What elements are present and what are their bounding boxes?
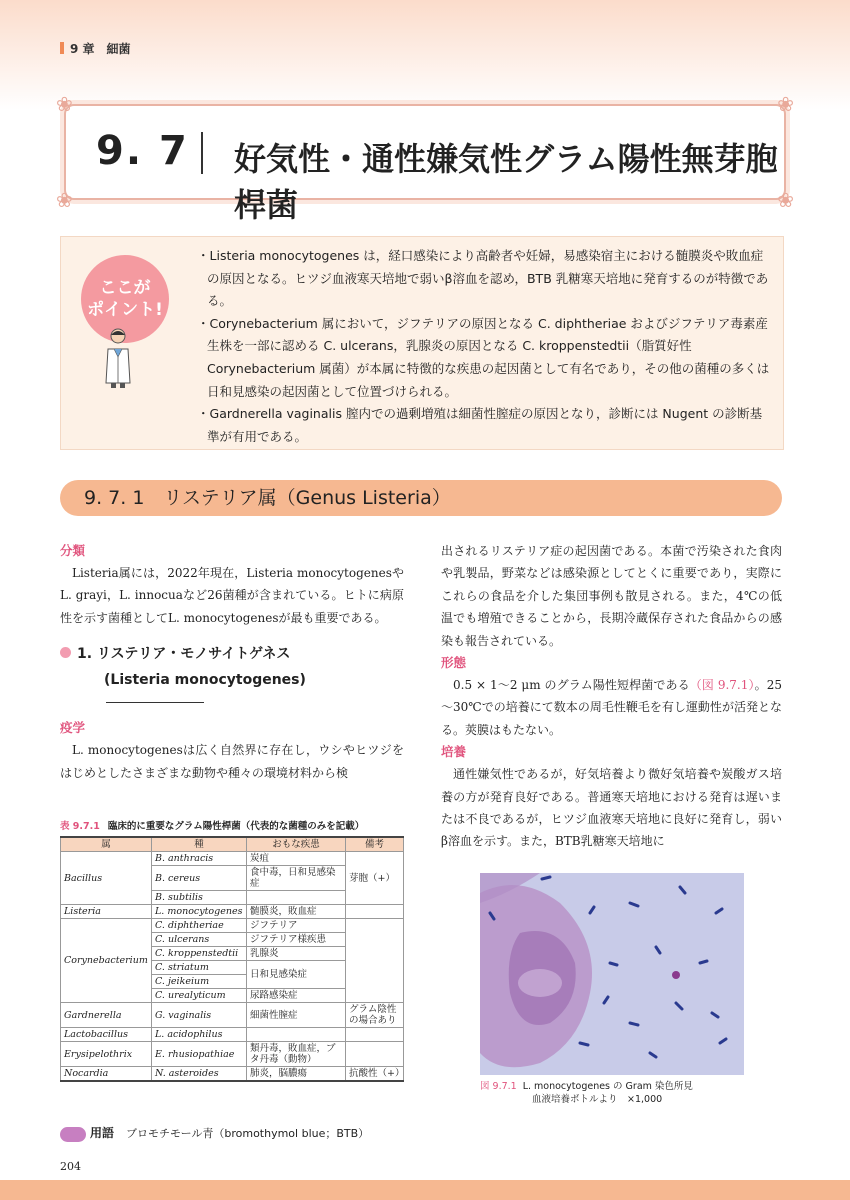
species-name: B. anthracis [155, 853, 214, 864]
disease-cell [247, 1028, 346, 1042]
disease-cell: ジフテリア [247, 919, 346, 933]
table-header: 種 [152, 837, 247, 852]
disease-cell: 肺炎，脳膿瘍 [247, 1067, 346, 1082]
table-header-row [61, 837, 404, 852]
doctor-icon [103, 327, 133, 389]
table-row [61, 1042, 404, 1067]
genus-cell [61, 1042, 152, 1067]
table-title: 臨床的に重要なグラム陽性桿菌（代表的な菌種のみを記載） [107, 821, 365, 832]
species-cell [152, 989, 247, 1003]
table-header: 備考 [346, 837, 404, 852]
species-name: C. urealyticum [155, 990, 226, 1001]
badge-line: ここが [99, 278, 151, 298]
left-column [60, 540, 404, 784]
page-number: 204 [60, 1160, 81, 1173]
disease-cell: 炭疽 [247, 852, 346, 866]
disease-cell: 日和見感染症 [247, 961, 346, 989]
bacteria-table [60, 836, 404, 1082]
species-heading-text: 1. リステリア・モノサイトゲネス [77, 646, 291, 663]
chapter-marker [60, 42, 64, 54]
footer-band [0, 1180, 850, 1200]
species-cell [152, 1042, 247, 1067]
note-cell [346, 1042, 404, 1067]
title-divider [201, 132, 203, 174]
culture-heading: 培養 [441, 744, 467, 760]
section-title-box [56, 92, 794, 224]
bullet-dot [60, 647, 71, 658]
species-name: E. rhusiopathiae [155, 1048, 235, 1060]
list-item: ・Gardnerella vaginalis 膣内での過剰増殖は細菌性膣症の原因となり，診断には Nugent の診断基準が有用である。 [197, 406, 763, 444]
genus-name: Erysipelothrix [64, 1048, 133, 1060]
table-row [61, 852, 404, 866]
species-cell [152, 933, 247, 947]
disease-cell: 細菌性膣症 [247, 1003, 346, 1028]
glossary-label: 用語 [90, 1126, 115, 1140]
disease-cell: 髄膜炎，敗血症 [247, 905, 346, 919]
note-cell: 芽胞（+） [346, 852, 404, 905]
species-latin-text: (Listeria monocytogenes) [104, 672, 306, 689]
species-name: N. asteroides [155, 1068, 219, 1079]
classification-paragraph: Listeria属には，2022年現在，Listeria monocytogenesやL. grayi，L. innocuaなど26菌種が含まれている。ヒトに病原性を示す菌種としてL. monocytogenesが最も重要である。 [60, 566, 404, 625]
morphology-heading: 形態 [441, 655, 467, 671]
species-name: B. cereus [155, 872, 201, 884]
caption-line: 血液培養ボトルより ×1,000 [532, 1094, 663, 1105]
badge-line: ポイント! [87, 300, 163, 320]
glossary-note [60, 1124, 369, 1142]
genus-name: Bacillus [64, 872, 103, 884]
species-cell [152, 975, 247, 989]
species-name: B. subtilis [155, 892, 203, 903]
corner-ornament: ❀ [777, 92, 794, 116]
genus-name: Lactobacillus [64, 1029, 129, 1040]
classification-heading: 分類 [60, 543, 86, 558]
genus-cell [61, 919, 152, 1003]
right-column [441, 540, 782, 853]
note-cell [346, 919, 404, 1003]
species-cell [152, 961, 247, 975]
table-row [61, 1003, 404, 1028]
species-cell [152, 919, 247, 933]
note-cell: 抗酸性（+） [346, 1067, 404, 1082]
culture-paragraph: 通性嫌気性であるが，好気培養より微好気培養や炭酸ガス培養の方が発育良好である。普通寒天培地における発育は遅いまたは不良であるが，ヒツジ血液寒天培地に良好に発育し，弱いβ溶血を示す。また，BTB乳糖寒天培地に [441, 767, 782, 849]
species-cell [152, 852, 247, 866]
species-heading-latin [60, 669, 404, 713]
genus-cell [61, 1028, 152, 1042]
epidemiology-heading: 疫学 [60, 720, 86, 736]
species-cell [152, 1067, 247, 1082]
subsection-heading: 9. 7. 1 リステリア属（Genus Listeria） [60, 480, 782, 516]
morphology-paragraph [441, 674, 782, 741]
note-cell: グラム陰性の場合あり [346, 1003, 404, 1028]
species-name: G. vaginalis [155, 1009, 212, 1021]
species-cell [152, 947, 247, 961]
gram-stain-micrograph [480, 873, 744, 1075]
note-cell [346, 905, 404, 919]
figure-label: 図 9.7.1 [480, 1081, 517, 1092]
corner-ornament: ❀ [56, 92, 73, 116]
species-name: C. ulcerans [155, 934, 210, 945]
table-row [61, 1067, 404, 1082]
table-row [61, 905, 404, 919]
section-number: 9. 7 [96, 128, 189, 174]
figure-reference[interactable]: （図 9.7.1） [689, 678, 755, 693]
key-point-text: Corynebacterium 属において，ジフテリアの原因となる C. diphtheriae およびジフテリア毒素産生株を一部に認める C. ulcerans，乳腺炎の原因となる C. kroppenstedtii（脂質好性 Corynebacterium 属菌）が本属に特徴的な疾患の起因菌として有名であり，その他の菌種の多くは日和見感染の起因菌として位置づけられる。 [207, 315, 770, 399]
species-name: L. acidophilus [155, 1029, 223, 1040]
key-points-box [60, 236, 784, 450]
species-name: C. kroppenstedtii [155, 948, 239, 959]
heading-rule [106, 702, 204, 703]
species-name: C. striatum [155, 962, 209, 973]
disease-cell: 尿路感染症 [247, 989, 346, 1003]
micrograph-image [480, 873, 744, 1075]
morphology-text: 0.5 × 1～2 μm のグラム陽性短桿菌である [453, 678, 690, 693]
genus-cell [61, 852, 152, 905]
table-row [61, 919, 404, 933]
epidemiology-continued: 出されるリステリア症の起因菌である。本菌で汚染された食肉や乳製品，野菜などは感染源としてとくに重要であり，実際にこれらの食品を介した集団事例も散見される。また，4℃の低温でも増殖できることから，長期冷蔵保存された食品からの感染も報告されている。 [441, 544, 782, 648]
key-points-list [197, 245, 773, 448]
list-item: ・Listeria monocytogenes は，経口感染により高齢者や妊婦，易感染宿主における髄膜炎や敗血症の原因となる。ヒツジ血液寒天培地で弱いβ溶血を認め，BTB 乳糖寒天培地に発育するのが特徴である。 [197, 248, 769, 309]
caption-line [480, 1080, 693, 1093]
genus-name: Corynebacterium [64, 955, 148, 966]
genus-name: Nocardia [64, 1068, 109, 1079]
table-row [61, 1028, 404, 1042]
table-caption [60, 818, 364, 832]
disease-cell: 類丹毒，敗血症，ブタ丹毒（動物） [247, 1042, 346, 1067]
key-point-text: Listeria monocytogenes は，経口感染により高齢者や妊婦，易感染宿主における髄膜炎や敗血症の原因となる。ヒツジ血液寒天培地で弱いβ溶血を認め，BTB 乳糖寒天培地に発育するのが特徴である。 [207, 248, 769, 309]
page-title: 好気性・通性嫌気性グラム陽性無芽胞桿菌 [234, 140, 778, 224]
species-name: C. jeikeium [155, 976, 210, 987]
species-cell [152, 891, 247, 905]
corner-ornament: ❀ [56, 188, 73, 212]
genus-cell [61, 1067, 152, 1082]
species-cell [152, 866, 247, 891]
species-heading [60, 643, 404, 665]
key-point-text: Gardnerella vaginalis 膣内での過剰増殖は細菌性膣症の原因となり，診断には Nugent の診断基準が有用である。 [207, 406, 763, 444]
species-name: L. monocytogenes [155, 906, 243, 917]
species-name: C. diphtheriae [155, 920, 224, 931]
chapter-label [60, 40, 131, 57]
table-label: 表 9.7.1 [60, 821, 100, 832]
table-header: 属 [61, 837, 152, 852]
species-cell [152, 905, 247, 919]
corner-ornament: ❀ [777, 188, 794, 212]
table-header: おもな疾患 [247, 837, 346, 852]
genus-name: Gardnerella [64, 1009, 122, 1021]
morphology-text: 。25～30℃での培養にて数本の周毛性鞭毛を有し運動性が活発となる。莢膜はもたない。 [441, 678, 782, 737]
list-item: ・Corynebacterium 属において，ジフテリアの原因となる C. diphtheriae およびジフテリア毒素産生株を一部に認める C. ulcerans，乳腺炎の原因となる C. kroppenstedtii（脂質好性 Corynebacterium 属菌）が本属に特徴的な疾患の起因菌として有名であり，その他の菌種の多くは日和見感染の起因菌として位置づけられる。 [197, 315, 770, 399]
chapter-text: 9 章 細菌 [70, 42, 131, 56]
figure-caption-text: L. monocytogenes の Gram 染色所見 [522, 1081, 693, 1092]
glossary-text: ブロモチモール青（bromothymol blue；BTB） [126, 1127, 370, 1140]
disease-cell [247, 891, 346, 905]
disease-cell: ジフテリア様疾患 [247, 933, 346, 947]
genus-cell [61, 905, 152, 919]
figure-caption [480, 1080, 693, 1106]
epidemiology-paragraph: L. monocytogenesは広く自然界に存在し，ウシやヒツジをはじめとしたさまざまな動物や種々の環境材料から検 [60, 743, 404, 780]
note-cell [346, 1028, 404, 1042]
disease-cell: 乳腺炎 [247, 947, 346, 961]
species-cell [152, 1003, 247, 1028]
disease-cell: 食中毒，日和見感染症 [247, 866, 346, 891]
species-cell [152, 1028, 247, 1042]
pencil-icon [60, 1127, 86, 1142]
genus-cell [61, 1003, 152, 1028]
genus-name: Listeria [64, 906, 101, 917]
